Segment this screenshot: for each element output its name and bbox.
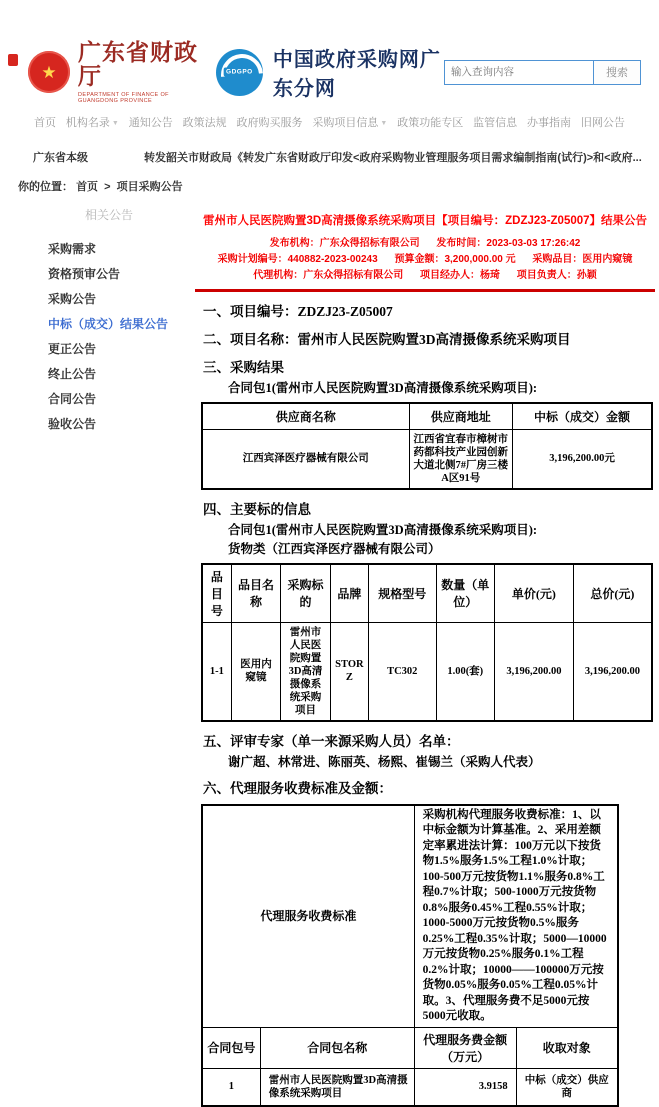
col-package-name: 合同包名称 bbox=[260, 1027, 414, 1068]
section-project-number: 一、项目编号：ZDZJ23-Z05007 bbox=[203, 303, 655, 320]
breadcrumb-separator: > bbox=[104, 181, 110, 193]
package-no: 1 bbox=[202, 1068, 260, 1106]
subject: 雷州市人民医院购置3D高清摄像系统采购项目 bbox=[281, 622, 331, 721]
dept-name: 广东省财政厅 bbox=[78, 41, 200, 89]
search-button[interactable]: 搜索 bbox=[593, 60, 641, 85]
col-item-name: 品目名称 bbox=[231, 564, 281, 623]
supplier-name: 江西宾泽医疗器械有限公司 bbox=[202, 429, 409, 489]
site-title: 中国政府采购网广东分网 bbox=[273, 43, 444, 101]
quantity: 1.00(套) bbox=[436, 622, 495, 721]
col-quantity: 数量（单位） bbox=[436, 564, 495, 623]
sidebar-item-procurement-notice[interactable]: 采购公告 bbox=[48, 293, 195, 305]
category-line: 货物类（江西宾泽医疗器械有限公司） bbox=[228, 542, 655, 556]
sidebar bbox=[0, 200, 195, 1107]
package-line: 合同包1(雷州市人民医院购置3D高清摄像系统采购项目): bbox=[228, 523, 655, 537]
search-area bbox=[444, 60, 641, 85]
experts-list: 谢广超、林常进、陈丽英、杨熙、崔锡兰（采购人代表） bbox=[228, 755, 655, 769]
nav-item-gov-purchase-services[interactable]: 政府购买服务 bbox=[237, 114, 303, 130]
col-award-amount: 中标（成交）金额 bbox=[513, 403, 653, 429]
meta-line-1: 发布机构：广东众得招标有限公司 发布时间：2023-03-03 17:26:42 bbox=[195, 236, 655, 252]
breadcrumb-current: 项目采购公告 bbox=[117, 181, 183, 193]
col-unit-price: 单价(元) bbox=[495, 564, 574, 623]
article-content bbox=[195, 200, 659, 1107]
finance-dept-logo[interactable] bbox=[28, 41, 200, 104]
supplier-table bbox=[201, 402, 653, 490]
unit-price: 3,196,200.00 bbox=[495, 622, 574, 721]
col-brand: 品牌 bbox=[330, 564, 368, 623]
site-header bbox=[28, 46, 641, 98]
main-nav bbox=[0, 114, 659, 130]
sidebar-item-acceptance[interactable]: 验收公告 bbox=[48, 418, 195, 430]
fee-payer: 中标（成交）供应商 bbox=[516, 1068, 618, 1106]
supplier-address: 江西省宜春市樟树市药都科技产业园创新大道北侧7#厂房三楼A区91号 bbox=[409, 429, 513, 489]
gdgpo-logo-icon bbox=[216, 49, 263, 96]
col-fee-amount: 代理服务费金额（万元） bbox=[414, 1027, 516, 1068]
items-table bbox=[201, 563, 653, 722]
col-subject: 采购标的 bbox=[281, 564, 331, 623]
sidebar-item-award-result[interactable]: 中标（成交）结果公告 bbox=[48, 318, 195, 330]
col-package-no: 合同包号 bbox=[202, 1027, 260, 1068]
nav-item-project-info[interactable]: 采购项目信息 ▼ bbox=[312, 114, 387, 130]
subnav-bar bbox=[0, 149, 659, 165]
item-no: 1-1 bbox=[202, 622, 231, 721]
item-name: 医用内窥镜 bbox=[231, 622, 281, 721]
section-main-subject-info: 四、主要标的信息 bbox=[203, 501, 655, 518]
table-row bbox=[202, 1068, 618, 1106]
nav-item-policies[interactable]: 政策法规 bbox=[183, 114, 227, 130]
award-amount: 3,196,200.00元 bbox=[513, 429, 653, 489]
section-project-name: 二、项目名称：雷州市人民医院购置3D高清摄像系统采购项目 bbox=[203, 331, 655, 348]
page-title: 雷州市人民医院购置3D高清摄像系统采购项目【项目编号：ZDZJ23-Z05007】结果公告 bbox=[195, 212, 655, 228]
region-tab[interactable]: 广东省本级 bbox=[33, 149, 88, 165]
breadcrumb-prefix: 你的位置： bbox=[18, 181, 73, 193]
fee-amount: 3.9158 bbox=[414, 1068, 516, 1106]
search-input[interactable] bbox=[444, 60, 594, 85]
meta-line-2: 采购计划编号：440882-2023-00243 预算金额：3,200,000.00 元 采购品目：医用内窥镜 bbox=[195, 252, 655, 268]
package-line: 合同包1(雷州市人民医院购置3D高清摄像系统采购项目): bbox=[228, 381, 655, 395]
nav-item-notices[interactable]: 通知公告 bbox=[129, 114, 173, 130]
sidebar-item-correction[interactable]: 更正公告 bbox=[48, 343, 195, 355]
corner-badge-icon bbox=[8, 54, 18, 66]
section-agency-fee: 六、代理服务收费标准及金额： bbox=[203, 780, 655, 797]
agency-fee-table bbox=[201, 804, 619, 1107]
sidebar-item-procurement-demand[interactable]: 采购需求 bbox=[48, 243, 195, 255]
chevron-down-icon: ▼ bbox=[112, 120, 119, 127]
fee-standard-text: 采购机构代理服务收费标准：1、以中标金额为计算基准。2、采用差额定率累进法计算：100万元以下按货物1.5%服务1.5%工程1.0%计取；100-500万元按货物1.1%服务0.8%工程0.7%计取；500-1000万元按货物0.8%服务0.45%工程0.55%计取；1000-5000万元按货物0.5%服务0.25%工程0.35%计取；5000—10000万元按货物0.25%服务0.1%工程0.2%计取；10000——100000万元按货物0.05%服务0.05%工程0.05%计取。3、代理服务费不足5000元按5000元收取。 bbox=[414, 805, 618, 1028]
model: TC302 bbox=[369, 622, 437, 721]
nav-item-old-site[interactable]: 旧网公告 bbox=[581, 114, 625, 130]
col-fee-payer: 收取对象 bbox=[516, 1027, 618, 1068]
gdgpo-site-logo[interactable] bbox=[216, 43, 444, 101]
sidebar-item-contract[interactable]: 合同公告 bbox=[48, 393, 195, 405]
brand: STORZ bbox=[330, 622, 368, 721]
gdgpo-abbr: GDGPO bbox=[224, 68, 255, 77]
sidebar-item-prequalification[interactable]: 资格预审公告 bbox=[48, 268, 195, 280]
dept-subtitle: DEPARTMENT OF FINANCE OF GUANGDONG PROVINCE bbox=[78, 92, 200, 104]
sidebar-item-termination[interactable]: 终止公告 bbox=[48, 368, 195, 380]
main-area bbox=[0, 200, 659, 1107]
table-row bbox=[202, 429, 652, 489]
col-supplier-address: 供应商地址 bbox=[409, 403, 513, 429]
national-emblem-icon: ★ bbox=[28, 51, 70, 93]
article-meta bbox=[195, 236, 655, 284]
section-procurement-result: 三、采购结果 bbox=[203, 359, 655, 376]
col-total-price: 总价(元) bbox=[573, 564, 652, 623]
section-experts: 五、评审专家（单一来源采购人员）名单： bbox=[203, 733, 655, 750]
announcement-ticker[interactable]: 转发韶关市财政局《转发广东省财政厅印发<政府采购物业管理服务项目需求编制指南(试行)>和<政府... bbox=[144, 149, 642, 165]
sidebar-title: 相关公告 bbox=[85, 206, 195, 223]
chevron-down-icon: ▼ bbox=[380, 120, 387, 127]
col-supplier-name: 供应商名称 bbox=[202, 403, 409, 429]
total-price: 3,196,200.00 bbox=[573, 622, 652, 721]
breadcrumb bbox=[18, 178, 659, 194]
article-body bbox=[195, 303, 655, 1107]
nav-item-supervision[interactable]: 监管信息 bbox=[473, 114, 517, 130]
fee-standard-label: 代理服务收费标准 bbox=[202, 805, 414, 1028]
nav-item-guide[interactable]: 办事指南 bbox=[527, 114, 571, 130]
col-item-no: 品目号 bbox=[202, 564, 231, 623]
col-model: 规格型号 bbox=[369, 564, 437, 623]
package-name: 雷州市人民医院购置3D高清摄像系统采购项目 bbox=[260, 1068, 414, 1106]
nav-item-org-directory[interactable]: 机构名录 ▼ bbox=[66, 114, 119, 130]
table-row bbox=[202, 622, 652, 721]
nav-item-policy-zone[interactable]: 政策功能专区 bbox=[397, 114, 463, 130]
breadcrumb-home[interactable]: 首页 bbox=[76, 181, 98, 193]
meta-line-3: 代理机构：广东众得招标有限公司 项目经办人：杨琦 项目负责人：孙颖 bbox=[195, 268, 655, 284]
nav-item-home[interactable]: 首页 bbox=[34, 114, 56, 130]
red-divider bbox=[195, 289, 655, 292]
